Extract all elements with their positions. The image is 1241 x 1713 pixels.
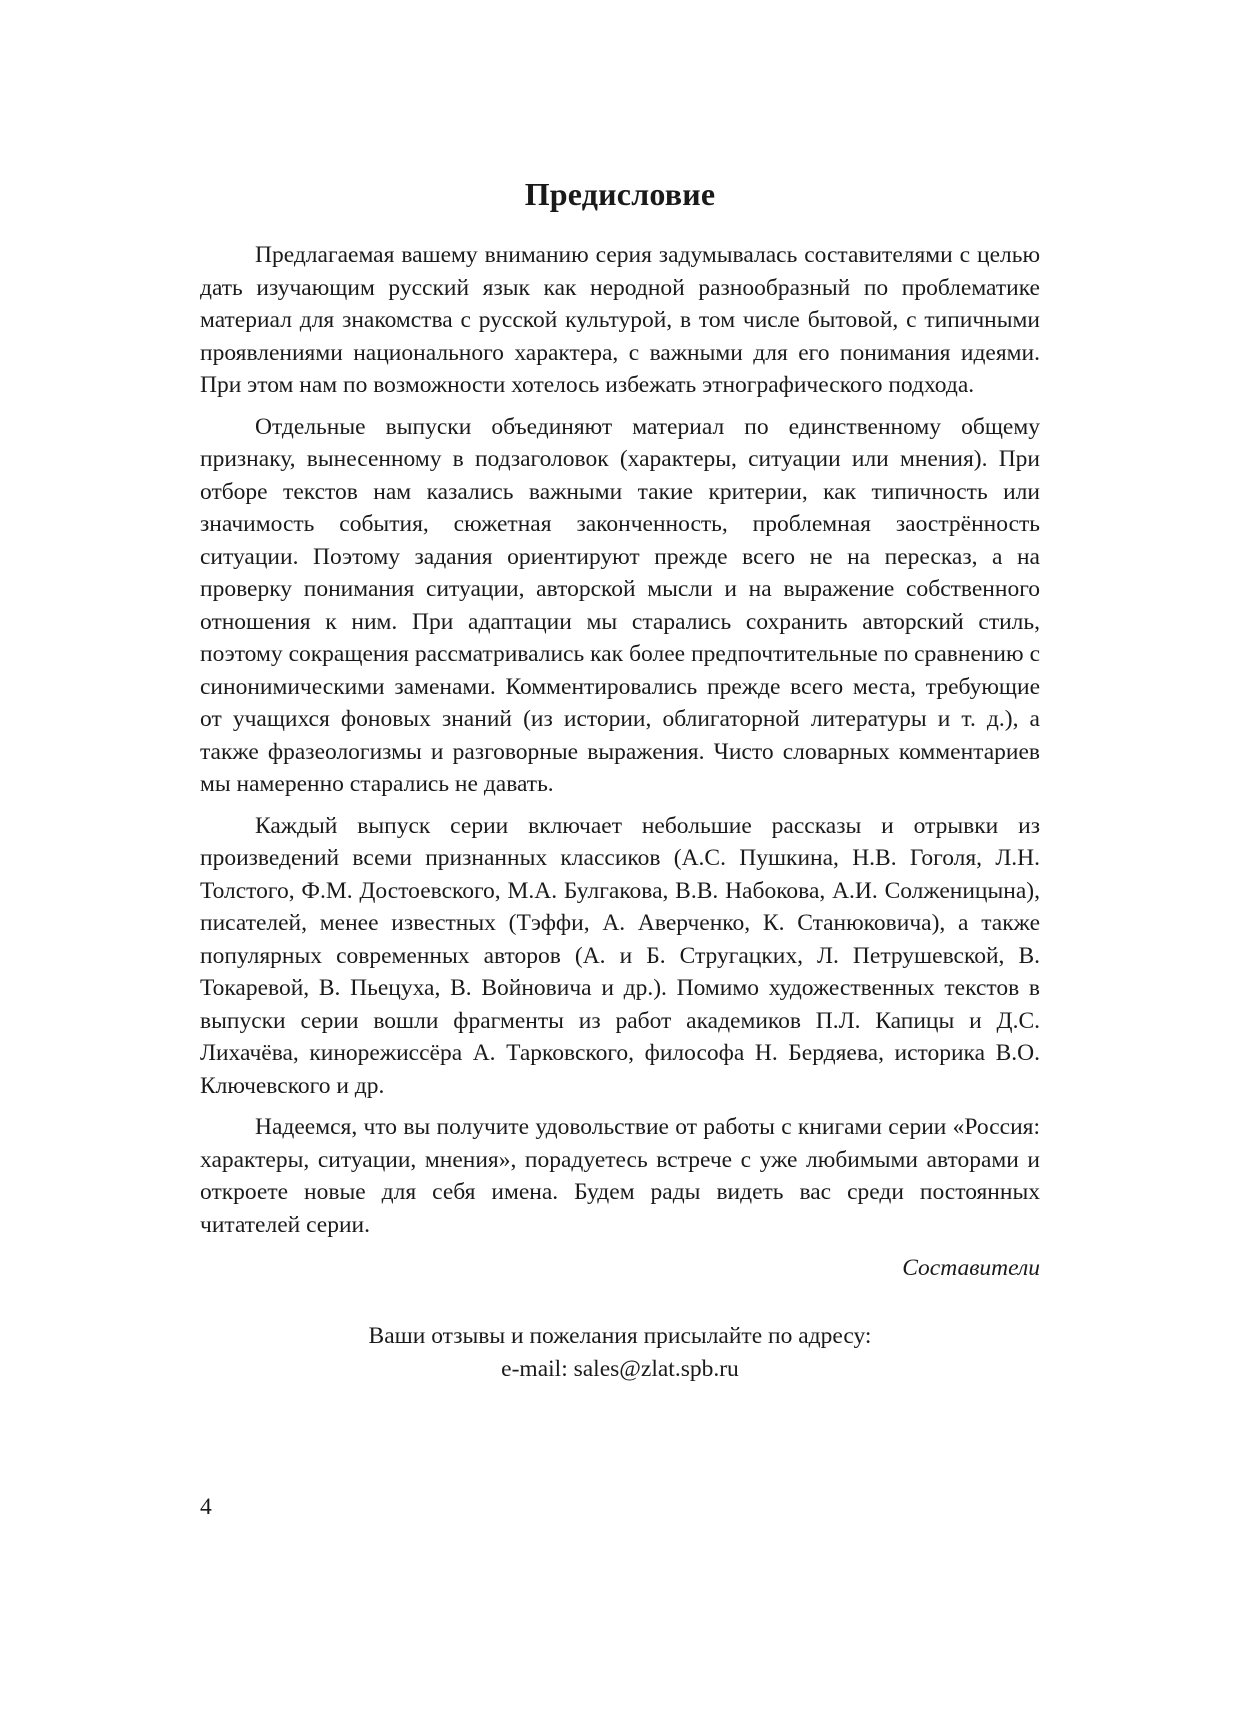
paragraph-2: Отдельные выпуски объединяют материал по единственному общему признаку, вынесенному в подзаголовок (характеры, ситуации или мнения). При отборе текстов нам казались важными такие критерии, как типичность или значимость события, сюжетная законченность, проблемная заострённость ситуации. Поэтому задания ориентируют прежде всего не на пересказ, а на проверку понимания ситуации, авторской мысли и на выражение собственного отношения к ним. При адаптации мы старались сохранить авторский стиль, поэтому сокращения рассматривались как более предпочтительные по сравнению с синонимическими заменами. Комментировались прежде всего места, требующие от учащихся фоновых знаний (из истории, облигаторной литературы и т. д.), а также фразеологизмы и разговорные выражения. Чисто словарных комментариев мы намеренно старались не давать. <box>200 413 1040 797</box>
paragraph-4: Надеемся, что вы получите удовольствие от работы с книгами серии «Россия: характеры, ситуации, мнения», порадуетесь встрече с уже любимыми авторами и откроете новые для себя имена. Будем рады видеть вас среди постоянных читателей серии. <box>200 1114 1040 1238</box>
contact-prompt: Ваши отзывы и пожелания присылайте по адресу: <box>368 1323 872 1349</box>
page-content <box>200 176 1040 1386</box>
contact-email: e-mail: sales@zlat.spb.ru <box>501 1356 739 1382</box>
paragraph-1: Предлагаемая вашему вниманию серия задумывалась составителями с целью дать изучающим русский язык как неродной разнообразный по проблематике материал для знакомства с русской культурой, в том числе бытовой, с типичными проявлениями национального характера, с важными для его понимания идеями. При этом нам по возможности хотелось избежать этнографического подхода. <box>200 242 1040 398</box>
page-title: Предисловие <box>524 176 716 212</box>
contact-block <box>200 1320 1040 1386</box>
page-number: 4 <box>200 1494 212 1520</box>
signature: Составители <box>902 1255 1040 1281</box>
paragraph-3: Каждый выпуск серии включает небольшие рассказы и отрывки из произведений всеми признанных классиков (А.С. Пушкина, Н.В. Гоголя, Л.Н. Толстого, Ф.М. Достоевского, М.А. Булгакова, В.В. Набокова, А.И. Солженицына), писателей, менее известных (Тэффи, А. Аверченко, К. Станюковича), а также популярных современных авторов (А. и Б. Стругацких, Л. Петрушевской, В. Токаревой, В. Пьецуха, В. Войновича и др.). Помимо художественных текстов в выпуски серии вошли фрагменты из работ академиков П.Л. Капицы и Д.С. Лихачёва, кинорежиссёра А. Тарковского, философа Н. Бердяева, историка В.О. Ключевского и др. <box>200 812 1040 1099</box>
